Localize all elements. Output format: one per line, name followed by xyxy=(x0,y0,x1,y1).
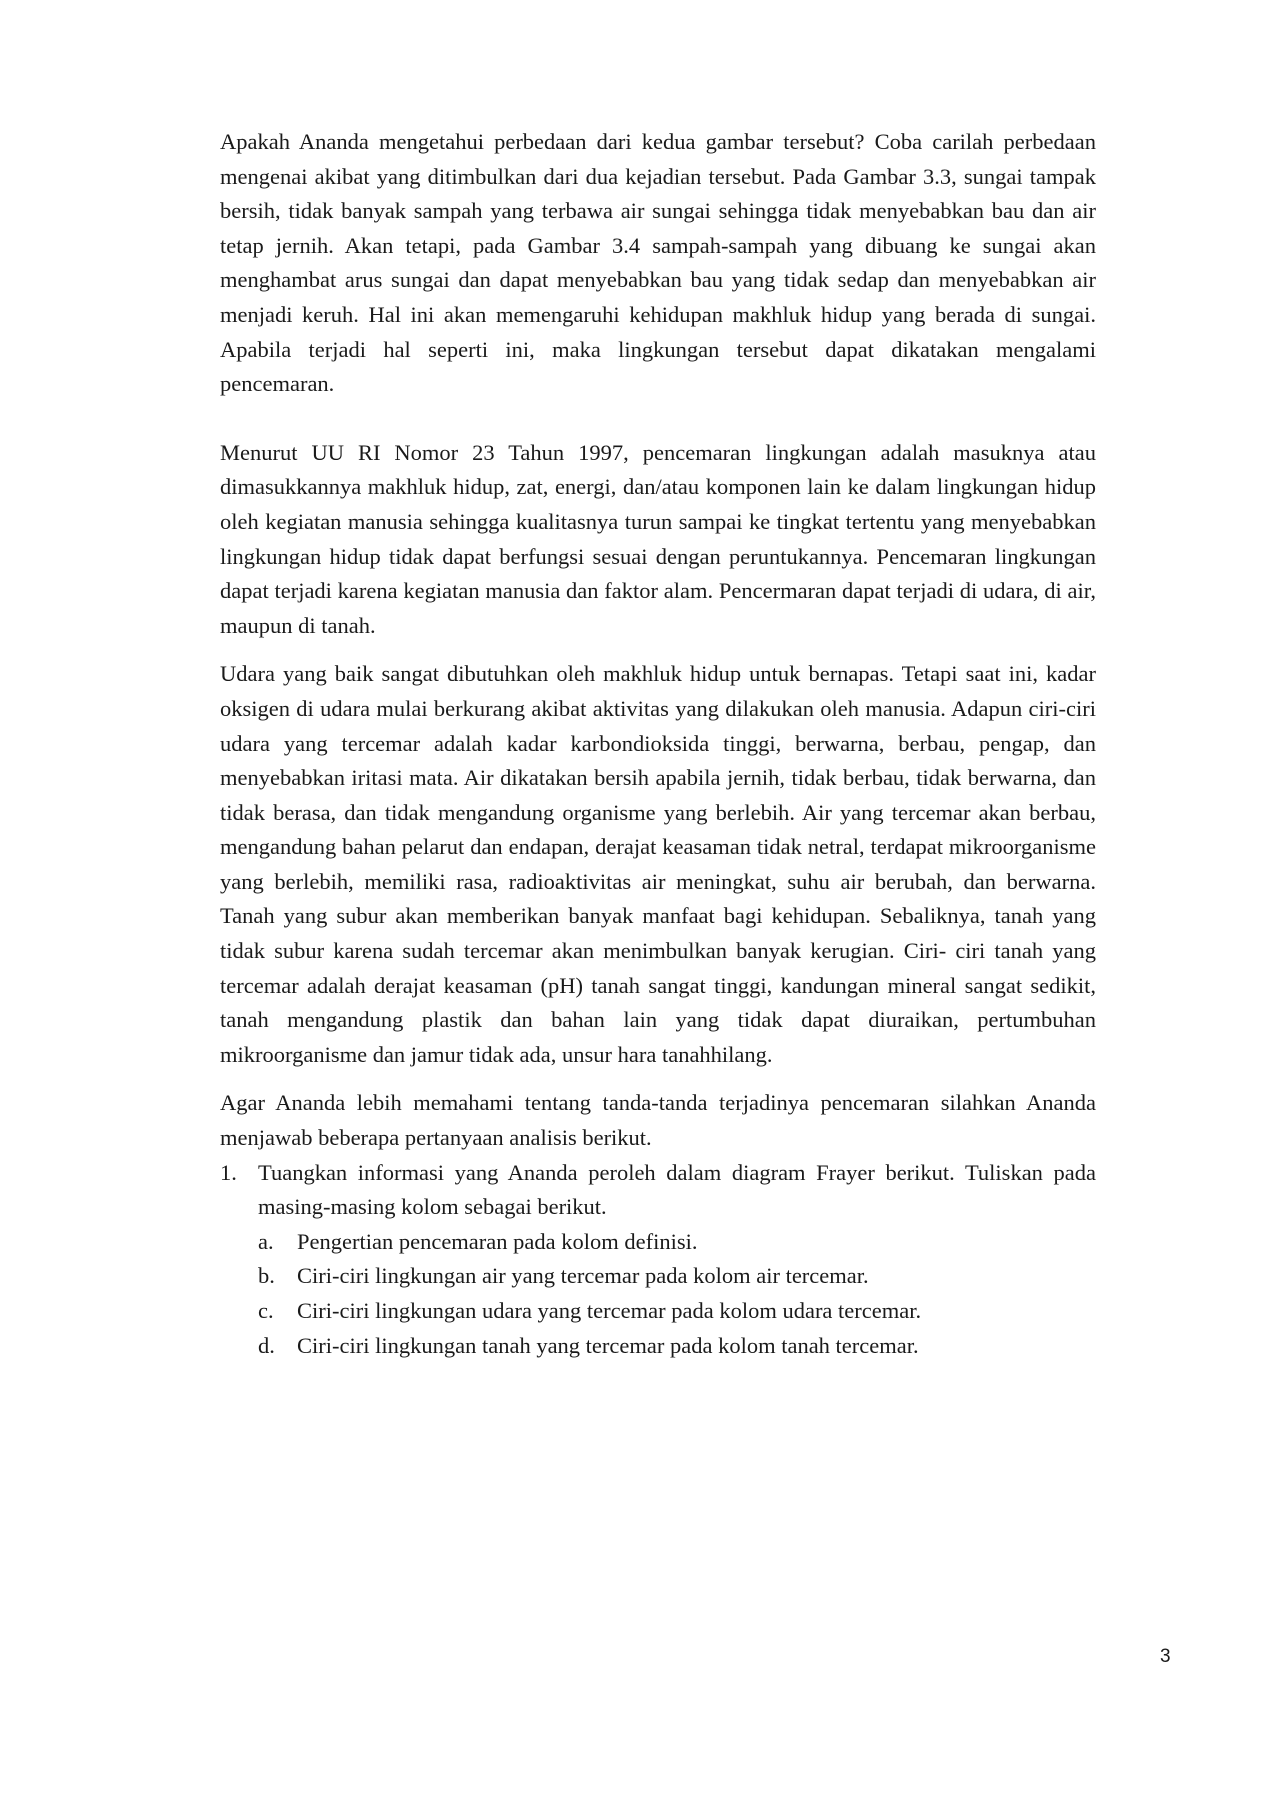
paragraph-definition: Menurut UU RI Nomor 23 Tahun 1997, pencemaran lingkungan adalah masuknya atau dimasukkannya makhluk hidup, zat, energi, dan/atau komponen lain ke dalam lingkungan hidup oleh kegiatan manusia sehingga kualitasnya turun sampai ke tingkat tertentu yang menyebabkan lingkungan hidup tidak dapat berfungsi sesuai dengan peruntukannya. Pencemaran lingkungan dapat terjadi karena kegiatan manusia dan faktor alam. Pencermaran dapat terjadi di udara, di air, maupun di tanah. xyxy=(220,439,1096,638)
question-item xyxy=(220,1156,1096,1364)
question-number: 1. xyxy=(220,1159,237,1185)
sublist-letter: d. xyxy=(258,1332,275,1358)
paragraph-instruction: Agar Ananda lebih memahami tentang tanda-tanda terjadinya pencemaran silahkan Ananda menjawab beberapa pertanyaan analisis berikut. xyxy=(220,1090,1096,1151)
sublist-text: Pengertian pencemaran pada kolom definisi. xyxy=(297,1228,698,1254)
sublist-letter: a. xyxy=(258,1228,274,1254)
sublist-text: Ciri-ciri lingkungan udara yang tercemar pada kolom udara tercemar. xyxy=(297,1298,922,1323)
sublist-letter: c. xyxy=(258,1298,274,1323)
sublist-item-a xyxy=(258,1225,1096,1260)
sublist-item-c xyxy=(258,1294,1096,1329)
question-list xyxy=(220,1156,1096,1364)
sublist-text: Ciri-ciri lingkungan air yang tercemar pada kolom air tercemar. xyxy=(297,1263,869,1289)
sublist-text: Ciri-ciri lingkungan tanah yang tercemar pada kolom tanah tercemar. xyxy=(297,1332,919,1358)
sublist-item-b xyxy=(258,1259,1096,1294)
page-number: 3 xyxy=(1160,1646,1171,1667)
sublist-letter: b. xyxy=(258,1263,275,1289)
paragraph-characteristics: Udara yang baik sangat dibutuhkan oleh makhluk hidup untuk bernapas. Tetapi saat ini, kadar oksigen di udara mulai berkurang akibat aktivitas yang dilakukan oleh manusia. Adapun ciri-ciri udara yang tercemar adalah kadar karbondioksida tinggi, berwarna, berbau, pengap, dan menyebabkan iritasi mata. Air dikatakan bersih apabila jernih, tidak berbau, tidak berwarna, dan tidak berasa, dan tidak mengandung organisme yang berlebih. Air yang tercemar akan berbau, mengandung bahan pelarut dan endapan, derajat keasaman tidak netral, terdapat mikroorganisme yang berlebih, memiliki rasa, radioaktivitas air meningkat, suhu air berubah, dan berwarna. Tanah yang subur akan memberikan banyak manfaat bagi kehidupan. Sebaliknya, tanah yang tidak subur karena sudah tercemar akan menimbulkan banyak kerugian. Ciri- ciri tanah yang tercemar adalah derajat keasaman (pH) tanah sangat tinggi, kandungan mineral sangat sedikit, tanah mengandung plastik dan bahan lain yang tidak dapat diuraikan, pertumbuhan mikroorganisme dan jamur tidak ada, unsur hara tanahhilang. xyxy=(220,661,1096,1067)
sublist-item-d xyxy=(258,1329,1096,1364)
paragraph-intro: Apakah Ananda mengetahui perbedaan dari kedua gambar tersebut? Coba carilah perbedaan mengenai akibat yang ditimbulkan dari dua kejadian tersebut. Pada Gambar 3.3, sungai tampak bersih, tidak banyak sampah yang terbawa air sungai sehingga tidak menyebabkan bau dan air tetap jernih. Akan tetapi, pada Gambar 3.4 sampah-sampah yang dibuang ke sungai akan menghambat arus sungai dan dapat menyebabkan bau yang tidak sedap dan menyebabkan air menjadi keruh. Hal ini akan memengaruhi kehidupan makhluk hidup yang berada di sungai. Apabila terjadi hal seperti ini, maka lingkungan tersebut dapat dikatakan mengalami pencemaran. xyxy=(220,129,1096,397)
page-content xyxy=(220,125,1096,1363)
question-text: Tuangkan informasi yang Ananda peroleh dalam diagram Frayer berikut. Tuliskan pada masing-masing kolom sebagai berikut. xyxy=(258,1159,1096,1220)
question-sublist xyxy=(258,1225,1096,1363)
